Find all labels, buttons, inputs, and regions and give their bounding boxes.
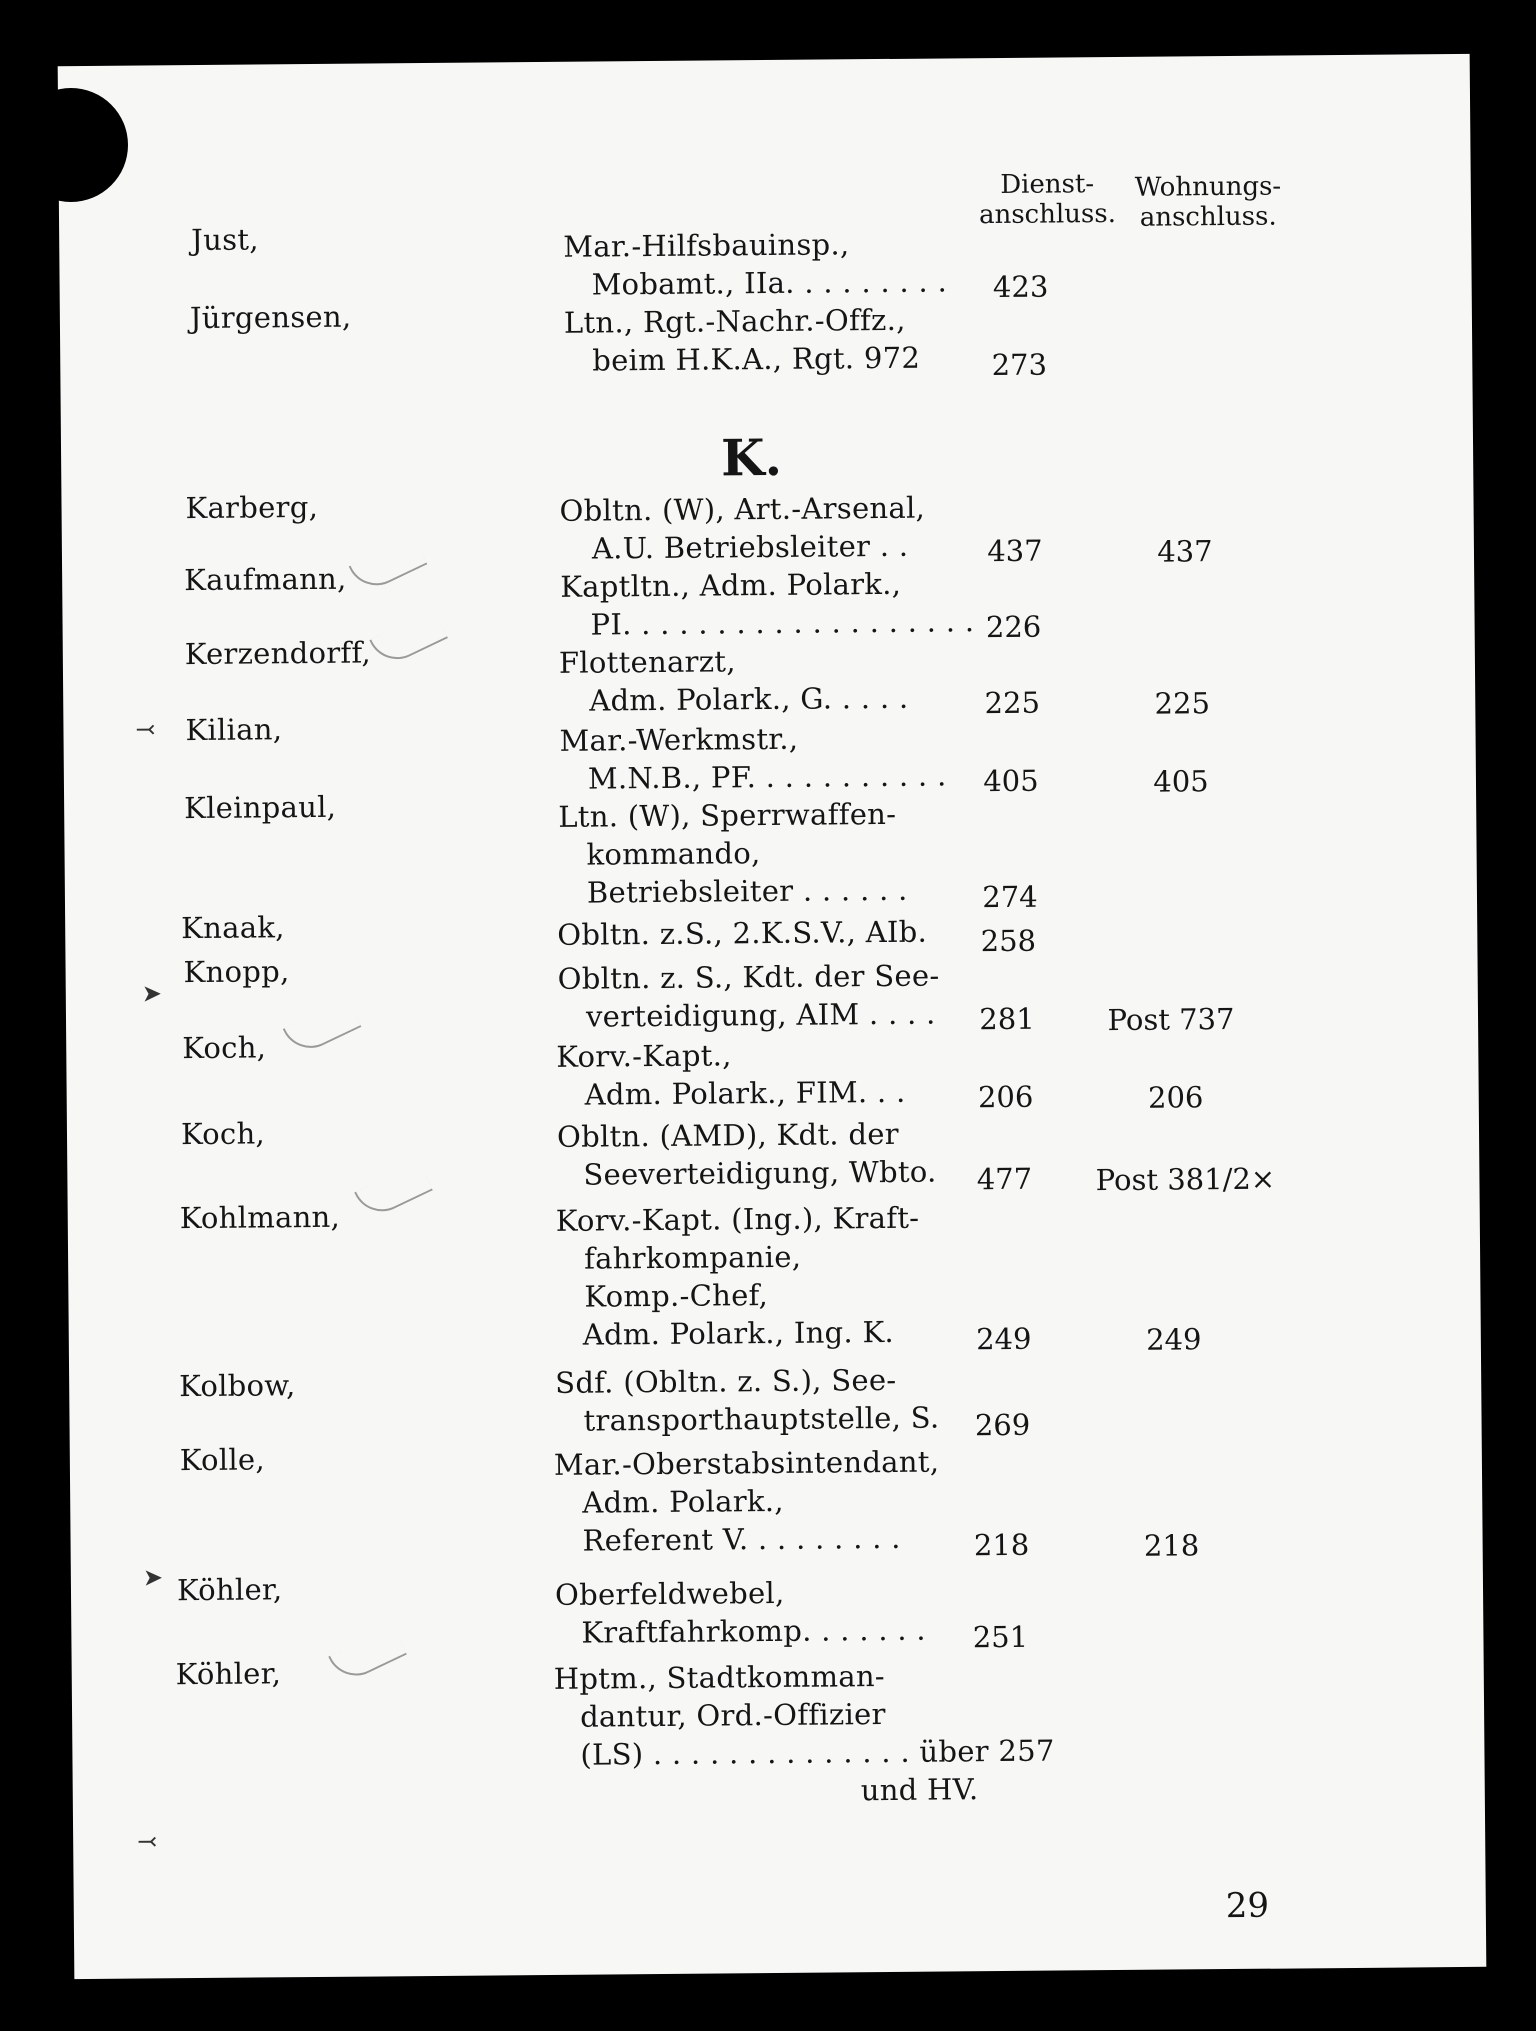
entry-name: Jürgensen, — [189, 299, 352, 336]
margin-mark: ➤ — [141, 979, 163, 1008]
dienst-number: 274 — [982, 879, 1038, 915]
wohnung-number: 225 — [1154, 686, 1211, 721]
entry-line: beim H.K.A., Rgt. 972 — [592, 340, 921, 378]
wohnung-number: Post 737 — [1107, 1001, 1235, 1038]
dienst-number: 281 — [979, 1001, 1035, 1037]
entry-line: Ltn. (W), Sperrwaffen- — [558, 796, 897, 834]
dienst-number: 405 — [983, 763, 1039, 799]
entry-line: Obltn. z. S., Kdt. der See- — [557, 958, 940, 996]
entry-name: Karberg, — [185, 489, 319, 526]
entry-line: fahrkompanie, — [583, 1239, 802, 1276]
dienst-number: 226 — [985, 609, 1042, 645]
entry-name: Kleinpaul, — [184, 789, 337, 826]
entry-line: Mar.-Oberstabsintendant, — [553, 1444, 940, 1482]
entry-line: Adm. Polark., FIM. . . — [584, 1074, 906, 1112]
entry-line: Ltn., Rgt.-Nachr.-Offz., — [563, 302, 906, 340]
entry-name: Köhler, — [175, 1656, 282, 1692]
wohnung-number: 405 — [1153, 764, 1209, 799]
entry-line: Mar.-Werkmstr., — [559, 721, 799, 758]
header-dienst-line1: Dienst- — [1000, 169, 1095, 200]
entry-line: Obltn. (AMD), Kdt. der — [556, 1116, 900, 1154]
entry-line: Hptm., Stadtkomman- — [553, 1659, 886, 1696]
entry-line: Korv.-Kapt. (Ing.), Kraft- — [555, 1200, 920, 1238]
header-wohnung — [1135, 172, 1282, 233]
dienst-number: 249 — [975, 1321, 1032, 1357]
check-mark — [369, 609, 448, 669]
entry-line: (LS) . . . . . . . . . . . . . . über 257 — [580, 1733, 1055, 1772]
dienst-number: 225 — [984, 685, 1041, 721]
entry-name: Kilian, — [185, 712, 283, 748]
entry-name: Kolle, — [179, 1442, 266, 1478]
header-dienst — [979, 169, 1116, 230]
entry-line: und HV. — [860, 1772, 979, 1808]
entry-line: Referent V. . . . . . . . . — [582, 1520, 901, 1558]
entry-line: Adm. Polark., Ing. K. — [582, 1314, 895, 1352]
wohnung-number: 437 — [1157, 534, 1213, 569]
dienst-number: 273 — [991, 347, 1048, 383]
entry-name: Kolbow, — [179, 1368, 296, 1404]
document-page — [58, 54, 1487, 1979]
check-mark — [328, 1626, 407, 1686]
entry-line: Komp.-Chef, — [584, 1278, 769, 1314]
check-mark — [349, 535, 428, 595]
entry-name: Knopp, — [183, 954, 290, 990]
wohnung-number: 206 — [1147, 1080, 1204, 1115]
wohnung-number: 249 — [1145, 1322, 1202, 1357]
dienst-number: 437 — [987, 533, 1043, 569]
check-mark — [283, 998, 362, 1058]
entry-line: dantur, Ord.-Offizier — [579, 1697, 886, 1734]
entry-name: Just, — [191, 222, 259, 258]
margin-mark: ⤙ — [135, 715, 156, 744]
dienst-number: 251 — [972, 1619, 1029, 1655]
dienst-number: 218 — [973, 1527, 1030, 1563]
entry-line: kommando, — [586, 836, 761, 872]
entry-line: verteidigung, AIM . . . . — [585, 996, 936, 1034]
entry-name: Kaufmann, — [184, 561, 347, 598]
entry-line: Korv.-Kapt., — [556, 1038, 732, 1074]
entry-line: Sdf. (Obltn. z. S.), See- — [555, 1362, 897, 1400]
entry-line: Adm. Polark., G. . . . . — [589, 680, 909, 718]
header-wohnung-line2: anschluss. — [1139, 201, 1277, 233]
margin-mark: ⤙ — [137, 1827, 158, 1856]
entry-line: transporthauptstelle, S. — [583, 1400, 940, 1438]
section-letter: K. — [720, 427, 783, 488]
dienst-number: 258 — [980, 923, 1037, 959]
entry-line: A.U. Betriebsleiter . . — [591, 528, 909, 566]
entry-name: Kerzendorff, — [184, 635, 372, 672]
entry-line: Oberfeldwebel, — [554, 1575, 785, 1612]
entry-line: Adm. Polark., — [582, 1483, 784, 1520]
dienst-number: 477 — [976, 1161, 1033, 1197]
header-wohnung-line1: Wohnungs- — [1134, 171, 1282, 203]
entry-line: Seeverteidigung, Wbto. — [583, 1154, 937, 1192]
entry-name: Koch, — [180, 1116, 266, 1152]
entry-line: Betriebsleiter . . . . . . — [586, 872, 908, 910]
entry-line: Flottenarzt, — [558, 644, 736, 680]
punch-hole — [14, 88, 128, 202]
entry-line: Mar.-Hilfsbauinsp., — [563, 227, 850, 264]
entry-name: Kohlmann, — [179, 1199, 341, 1236]
wohnung-number: Post 381/2× — [1095, 1161, 1276, 1198]
wohnung-number: 218 — [1143, 1528, 1200, 1563]
entry-line: M.N.B., PF. . . . . . . . . . . — [587, 758, 947, 796]
entry-line: Obltn. (W), Art.-Arsenal, — [559, 490, 926, 528]
entry-line: Obltn. z.S., 2.K.S.V., AIb. — [557, 914, 928, 952]
header-dienst-line2: anschluss. — [978, 198, 1117, 231]
entry-name: Koch, — [182, 1030, 267, 1066]
dienst-number: 269 — [974, 1407, 1031, 1443]
margin-mark: ➤ — [142, 1563, 164, 1592]
entry-line: Kaptltn., Adm. Polark., — [560, 566, 902, 604]
entry-line: Mobamt., IIa. . . . . . . . . — [591, 264, 948, 302]
check-mark — [354, 1161, 433, 1221]
page-number: 29 — [1225, 1885, 1270, 1927]
entry-name: Knaak, — [181, 910, 285, 946]
entry-line: Kraftfahrkomp. . . . . . . — [581, 1612, 927, 1650]
entry-name: Köhler, — [176, 1572, 283, 1608]
dienst-number: 423 — [992, 269, 1049, 305]
dienst-number: 206 — [977, 1079, 1034, 1115]
entry-line: PI. . . . . . . . . . . . . . . . . . . — [590, 604, 975, 642]
